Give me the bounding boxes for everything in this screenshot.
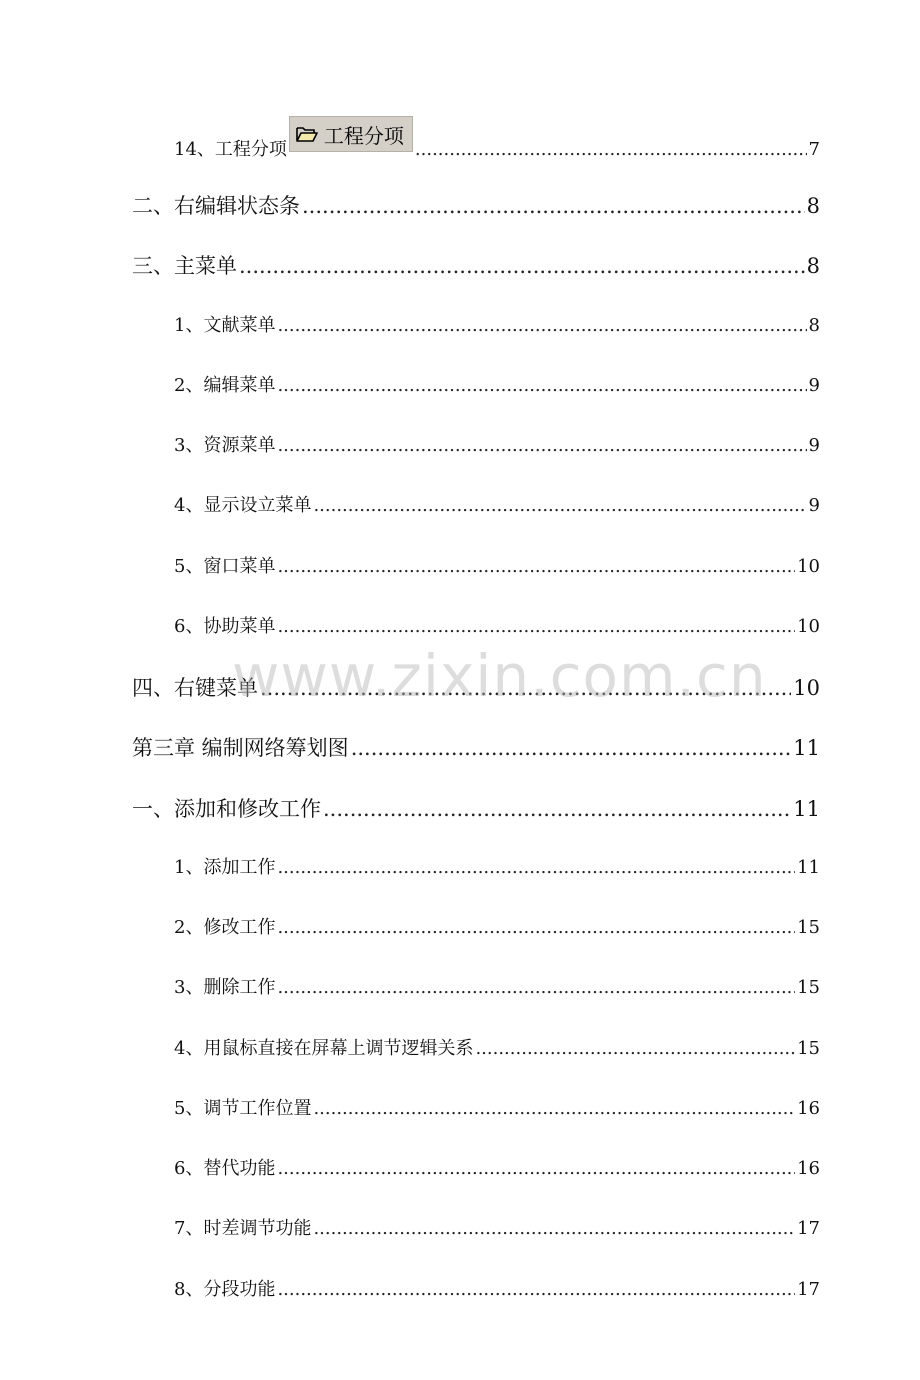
toc-entry-label: 7、时差调节功能 <box>174 1218 312 1239</box>
leader-dots <box>277 977 795 998</box>
toc-entry[interactable] <box>174 431 820 457</box>
leader-dots <box>277 616 795 637</box>
toc-entry[interactable] <box>174 913 820 939</box>
toc-entry[interactable] <box>174 612 820 638</box>
leader-dots <box>260 676 791 700</box>
leader-dots <box>313 495 806 516</box>
toc-entry[interactable] <box>174 973 820 999</box>
toc-entry-label: 6、协助菜单 <box>174 616 276 637</box>
toc-entry-label: 3、删除工作 <box>174 977 276 998</box>
toc-entry[interactable] <box>174 1034 820 1060</box>
toc-entry[interactable] <box>132 672 820 702</box>
toc-page-number: 15 <box>797 1038 820 1059</box>
toc-page-number: 15 <box>797 917 820 938</box>
toc-page-number: 11 <box>797 857 820 878</box>
leader-dots <box>323 797 791 821</box>
toc-entry-label: 2、修改工作 <box>174 917 276 938</box>
leader-dots <box>277 435 806 456</box>
open-folder-icon <box>296 125 318 143</box>
toc-entry-label: 1、添加工作 <box>174 857 276 878</box>
toc-entry[interactable] <box>132 732 820 762</box>
toc-entry[interactable] <box>174 371 820 397</box>
leader-dots <box>277 1279 795 1300</box>
leader-dots <box>277 917 795 938</box>
toc-page-number: 9 <box>808 495 820 516</box>
toc-entry[interactable] <box>174 123 820 164</box>
toc-entry-label: 4、用鼠标直接在屏幕上调节逻辑关系 <box>174 1038 474 1059</box>
toc-page-number: 9 <box>808 435 820 456</box>
toc-entry-label: 4、显示设立菜单 <box>174 495 312 516</box>
toc-entry-label: 1、文献菜单 <box>174 315 276 336</box>
toc-page-number: 9 <box>808 375 820 396</box>
toc-page-number: 8 <box>806 194 820 218</box>
toc-page-number: 10 <box>793 676 820 700</box>
toc-entry[interactable] <box>174 853 820 879</box>
toc-page-number: 15 <box>797 977 820 998</box>
toc-entry[interactable] <box>132 190 820 220</box>
toc-entry-label: 第三章 编制网络筹划图 <box>132 736 349 760</box>
leader-dots <box>302 194 805 218</box>
toc-page-number: 16 <box>797 1098 820 1119</box>
toc-entry-label: 四、右键菜单 <box>132 676 258 700</box>
toc-page-number: 10 <box>797 556 820 577</box>
toc-entry-label: 2、编辑菜单 <box>174 375 276 396</box>
toc-entry-label: 三、主菜单 <box>132 254 237 278</box>
leader-dots <box>277 1158 795 1179</box>
toc-entry[interactable] <box>132 250 820 280</box>
toc-page-number: 17 <box>797 1279 820 1300</box>
toc-entry[interactable] <box>174 311 820 337</box>
leader-dots <box>277 556 795 577</box>
leader-dots <box>475 1038 795 1059</box>
watermark: www.zixin.com.cn <box>232 642 767 710</box>
toc-entry[interactable] <box>174 491 820 517</box>
toc-page-number: 11 <box>793 736 820 760</box>
toc-entry[interactable] <box>132 793 820 823</box>
toc-entry-label: 5、调节工作位置 <box>174 1098 312 1119</box>
toc-entry-label: 8、分段功能 <box>174 1279 276 1300</box>
leader-dots <box>239 254 805 278</box>
leader-dots <box>415 139 807 160</box>
leader-dots <box>277 315 806 336</box>
leader-dots <box>313 1218 795 1239</box>
leader-dots <box>277 857 795 878</box>
toc-page-number: 10 <box>797 616 820 637</box>
toc-entry-label: 6、替代功能 <box>174 1158 276 1179</box>
toc-entry-label: 14、工程分项 <box>174 139 287 160</box>
toc-page-number: 8 <box>808 315 820 336</box>
toc-entry[interactable] <box>174 552 820 578</box>
toc-entry-label: 5、窗口菜单 <box>174 556 276 577</box>
project-items-button[interactable] <box>289 116 413 152</box>
toc-page-number: 11 <box>793 797 820 821</box>
toc-page-number: 8 <box>806 254 820 278</box>
toc-entry[interactable] <box>174 1154 820 1180</box>
leader-dots <box>351 736 792 760</box>
project-items-button-label: 工程分项 <box>323 123 404 148</box>
toc-entry[interactable] <box>174 1275 820 1301</box>
toc-entry-label: 一、添加和修改工作 <box>132 797 321 821</box>
toc-entry-label: 二、右编辑状态条 <box>132 194 300 218</box>
toc-page-number: 17 <box>797 1218 820 1239</box>
toc-entry[interactable] <box>174 1214 820 1240</box>
toc-entry[interactable] <box>174 1094 820 1120</box>
toc-page-number: 7 <box>808 139 820 160</box>
toc-entry-label: 3、资源菜单 <box>174 435 276 456</box>
toc-page-number: 16 <box>797 1158 820 1179</box>
leader-dots <box>313 1098 795 1119</box>
leader-dots <box>277 375 806 396</box>
